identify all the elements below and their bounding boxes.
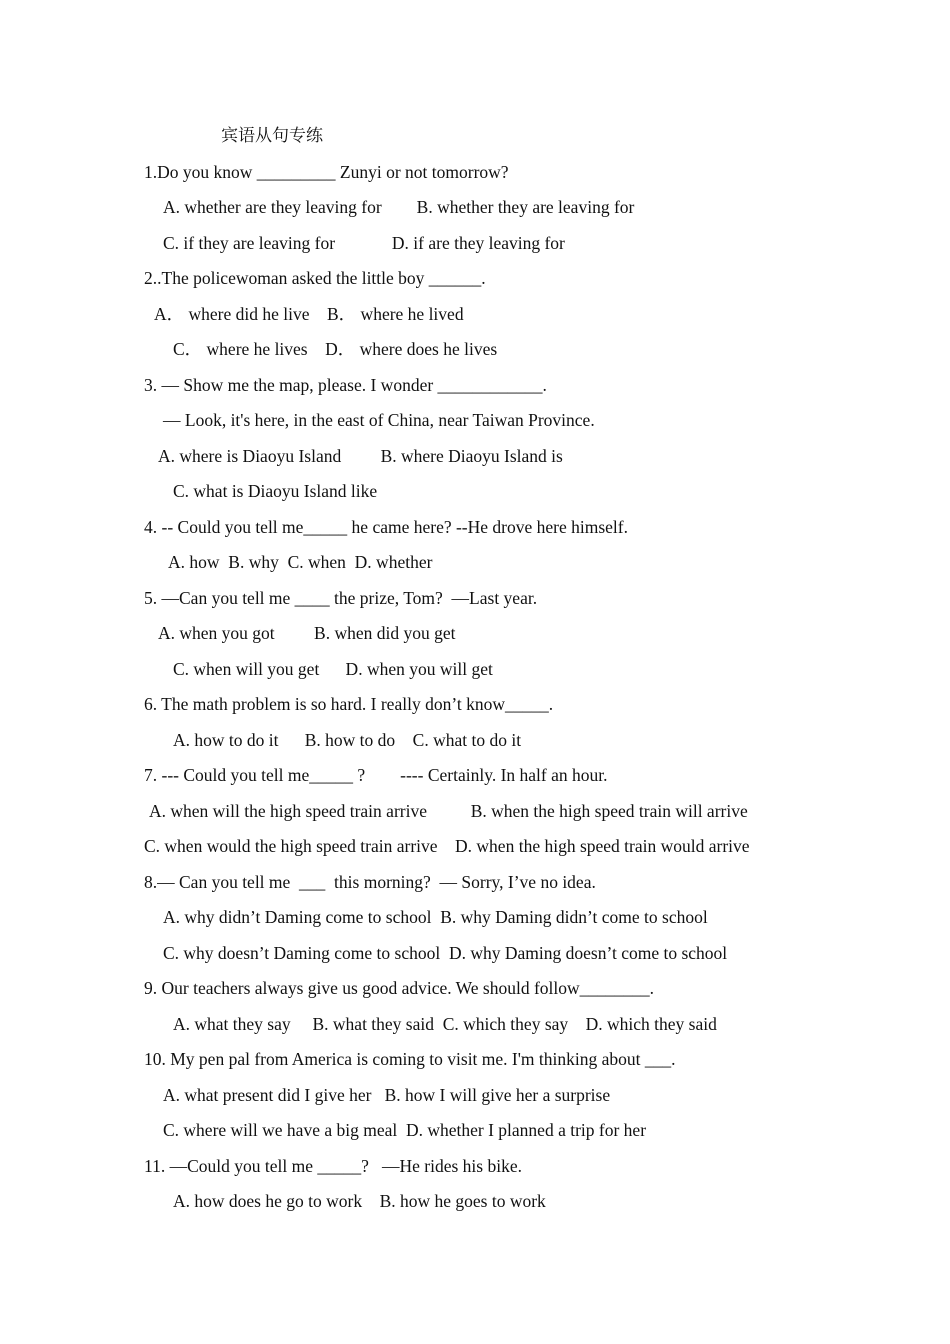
question-10-stem: 10. My pen pal from America is coming to visit me. I'm thinking about ___. <box>144 1049 676 1069</box>
question-8-stem: 8.— Can you tell me ___ this morning? — Sorry, I’ve no idea. <box>144 872 596 892</box>
question-11-options-ab: A. how does he go to work B. how he goes to work <box>173 1191 546 1211</box>
question-5-options-ab: A. when you got B. when did you get <box>158 623 456 643</box>
question-9-options: A. what they say B. what they said C. which they say D. which they said <box>173 1014 717 1034</box>
question-3-stem: 3. — Show me the map, please. I wonder ____________. <box>144 375 547 395</box>
question-2-options-ab: A． where did he live B． where he lived <box>154 304 464 324</box>
question-10-options-ab: A. what present did I give her B. how I will give her a surprise <box>163 1085 611 1105</box>
question-3-options-ab: A. where is Diaoyu Island B. where Diaoyu Island is <box>158 446 563 466</box>
question-11-stem: 11. —Could you tell me _____? —He rides his bike. <box>144 1156 522 1176</box>
question-8-options-cd: C. why doesn’t Daming come to school D. why Daming doesn’t come to school <box>163 943 728 963</box>
question-1-options-cd: C. if they are leaving for D. if are they leaving for <box>163 233 565 253</box>
question-6-stem: 6. The math problem is so hard. I really don’t know_____. <box>144 694 554 714</box>
question-4-stem: 4. -- Could you tell me_____ he came here? --He drove here himself. <box>144 517 628 537</box>
question-7-stem: 7. --- Could you tell me_____ ? ---- Certainly. In half an hour. <box>144 765 608 785</box>
question-3-option-c: C. what is Diaoyu Island like <box>173 481 378 501</box>
question-1-stem: 1.Do you know _________ Zunyi or not tomorrow? <box>144 162 509 182</box>
question-3-reply: — Look, it's here, in the east of China, near Taiwan Province. <box>163 410 595 430</box>
question-9-stem: 9. Our teachers always give us good advice. We should follow________. <box>144 978 655 998</box>
page-title: 宾语从句专练 <box>221 126 323 146</box>
question-8-options-ab: A. why didn’t Daming come to school B. why Daming didn’t come to school <box>163 907 708 927</box>
question-1-options-ab: A. whether are they leaving for B. whether they are leaving for <box>163 197 635 217</box>
question-2-stem: 2..The policewoman asked the little boy ______. <box>144 268 486 288</box>
question-7-options-cd: C. when would the high speed train arrive D. when the high speed train would arrive <box>144 836 750 856</box>
question-7-options-ab: A. when will the high speed train arrive B. when the high speed train will arrive <box>149 801 748 821</box>
question-5-options-cd: C. when will you get D. when you will get <box>173 659 493 679</box>
question-5-stem: 5. —Can you tell me ____ the prize, Tom? —Last year. <box>144 588 538 608</box>
question-6-options: A. how to do it B. how to do C. what to do it <box>173 730 522 750</box>
question-2-options-cd: C． where he lives D． where does he lives <box>173 339 498 359</box>
question-10-options-cd: C. where will we have a big meal D. whether I planned a trip for her <box>163 1120 647 1140</box>
question-4-options: A. how B. why C. when D. whether <box>168 552 433 572</box>
